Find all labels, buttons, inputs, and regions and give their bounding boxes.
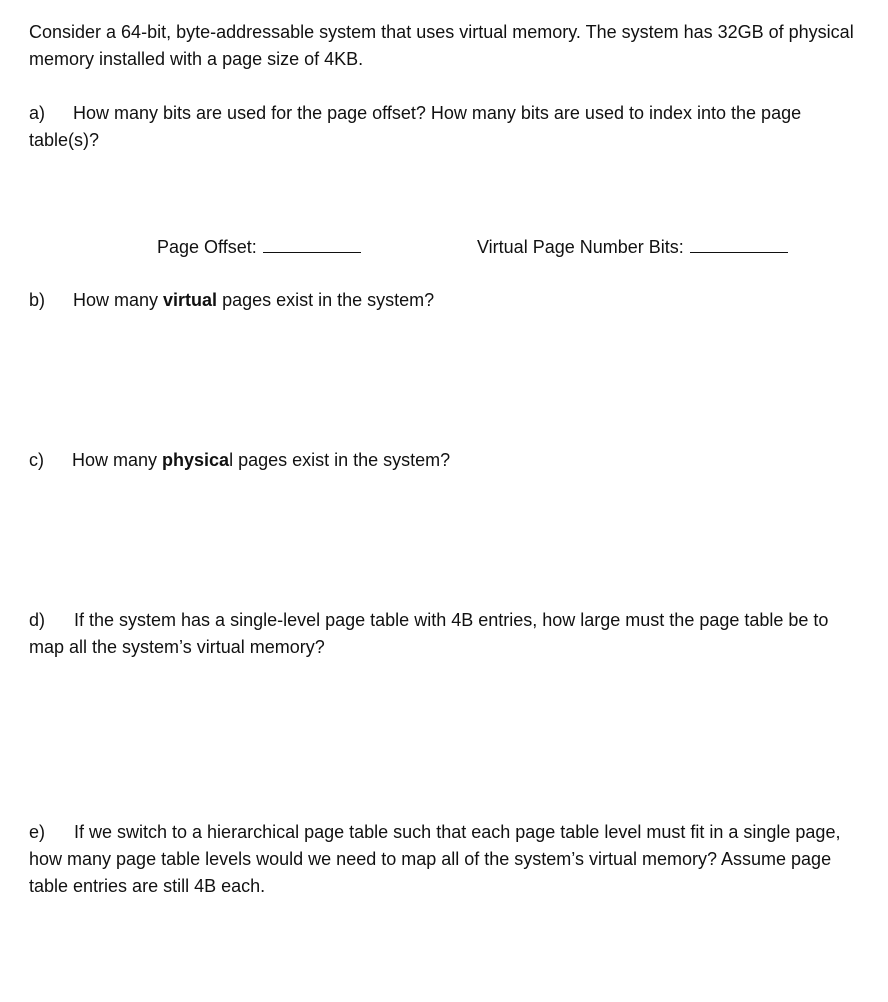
question-e-label: e)	[29, 822, 46, 842]
question-e-text: If we switch to a hierarchical page table such that each page table level must fit in a single page, how many page table levels would we need to map all of the system’s virtual memory? Assume page table entries are still 4B each.	[29, 822, 841, 896]
vpn-bits-blank[interactable]	[690, 251, 788, 253]
page-offset-blank[interactable]	[263, 251, 361, 253]
question-c-text-after: l pages exist in the system?	[229, 450, 451, 470]
question-a-text: How many bits are used for the page offset? How many bits are used to index into the page table(s)?	[29, 103, 802, 150]
vpn-bits-answer	[477, 234, 788, 261]
question-a	[29, 100, 859, 154]
question-a-label: a)	[29, 103, 46, 123]
intro-paragraph	[29, 19, 859, 73]
question-e	[29, 819, 859, 900]
intro-text: Consider a 64-bit, byte-addressable system that uses virtual memory. The system has 32GB of physical memory installed with a page size of 4KB.	[29, 22, 854, 69]
question-b-bold: virtual	[163, 290, 218, 310]
page-offset-answer	[157, 234, 361, 261]
vpn-bits-label: Virtual Page Number Bits:	[477, 237, 684, 257]
question-b-text-before: How many	[73, 290, 164, 310]
question-d	[29, 607, 859, 661]
question-b-label: b)	[29, 290, 46, 310]
page-offset-label: Page Offset:	[157, 237, 257, 257]
question-c-text-before: How many	[72, 450, 163, 470]
question-c-bold: physica	[162, 450, 230, 470]
question-c	[29, 447, 859, 474]
question-d-text: If the system has a single-level page table with 4B entries, how large must the page table be to map all the system’s virtual memory?	[29, 610, 829, 657]
question-d-label: d)	[29, 610, 46, 630]
question-b-text-after: pages exist in the system?	[217, 290, 435, 310]
question-b	[29, 287, 859, 314]
question-c-label: c)	[29, 450, 44, 470]
